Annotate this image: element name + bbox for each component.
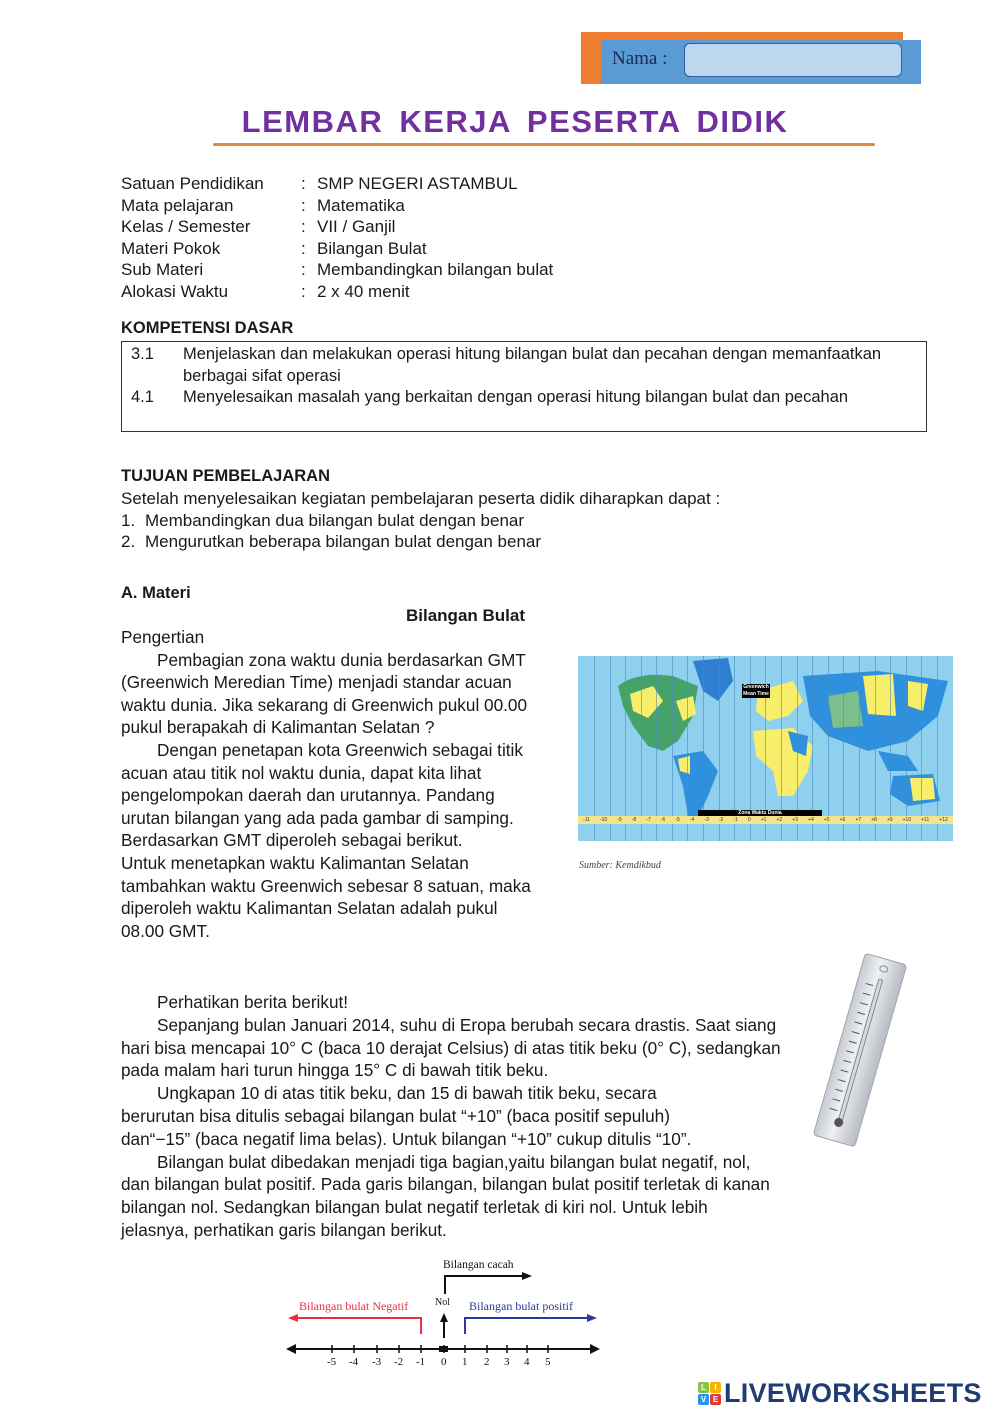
tick-label: 5 <box>545 1356 551 1368</box>
timezone-label: +6 <box>839 817 846 823</box>
timezone-label: -8 <box>631 817 637 823</box>
thermometer-tick <box>857 1012 865 1015</box>
identity-row: Kelas / Semester : VII / Ganjil <box>121 217 396 236</box>
logo-icon: L I V E <box>698 1382 721 1405</box>
timezone-label: +8 <box>871 817 877 823</box>
tick-label: -3 <box>372 1356 382 1368</box>
thermometer-tick <box>830 1108 838 1111</box>
map-caption: Sumber: Kemdikbud <box>579 860 661 871</box>
tick-label: 4 <box>524 1356 530 1368</box>
timezone-label: -4 <box>689 817 695 823</box>
tujuan-intro: Setelah menyelesaikan kegiatan pembelajaran peserta didik diharapkan dapat : <box>121 489 721 508</box>
timezone-label: -1 <box>733 817 738 823</box>
tick-label: 2 <box>484 1356 490 1368</box>
timezone-label: -3 <box>704 817 709 823</box>
tujuan-item: 2. Mengurutkan beberapa bilangan bulat dengan benar <box>121 532 542 551</box>
label-bilangan-cacah: Bilangan cacah <box>443 1259 514 1271</box>
paragraph: Sepanjang bulan Januari 2014, suhu di Eropa berubah secara drastis. Saat siang hari bisa mencapai 10° C (baca 10 derajat Celsius) di atas titik beku (0° C), sedangkan pada malam hari turun hingga 15° C di bawah titik beku. <box>121 1014 781 1081</box>
timezone-label: -11 <box>583 817 590 823</box>
timezone-label: +10 <box>902 817 912 823</box>
paragraph: Ungkapan 10 di atas titik beku, dan 15 di bawah titik beku, secara berurutan bisa ditulis sebagai bilangan bulat “+10” (baca positif sepuluh) dan“−15” (baca negatif lima belas). Untuk bilangan “+10” cukup ditulis “10”. <box>121 1083 692 1149</box>
label-bilangan-positif: Bilangan bulat positif <box>469 1299 573 1313</box>
timezone-label: -2 <box>718 817 724 823</box>
tick-label: -1 <box>416 1356 426 1368</box>
thermometer-tube <box>837 978 884 1125</box>
tick-label: -5 <box>327 1356 337 1368</box>
timezone-label: 0 <box>747 817 751 823</box>
materi-full-column <box>121 991 801 1242</box>
identity-row: Alokasi Waktu : 2 x 40 menit <box>121 281 410 301</box>
tujuan-item: 1. Membandingkan dua bilangan bulat dengan benar <box>121 510 525 530</box>
logo-text: LIVEWORKSHEETS <box>724 1378 982 1408</box>
materi-heading: A. Materi <box>121 584 191 602</box>
thermometer-tick <box>854 1021 862 1024</box>
tick-label: 1 <box>462 1356 468 1368</box>
timezone-label: +12 <box>939 817 948 823</box>
timezone-label: +7 <box>855 817 862 823</box>
timezone-strip <box>578 816 953 824</box>
identity-table <box>121 173 553 302</box>
thermometer-tick <box>849 1041 857 1044</box>
tick-label: -2 <box>394 1356 404 1368</box>
timezone-label: +3 <box>792 817 798 823</box>
gmt-label: Greenwich Mean Time <box>743 684 769 697</box>
tujuan-body <box>121 488 720 553</box>
label-nol: Nol <box>435 1297 450 1308</box>
tick-label: 0 <box>441 1356 447 1368</box>
paragraph: Bilangan bulat dibedakan menjadi tiga bagian,yaitu bilangan bulat negatif, nol, dan bilangan bulat positif. Pada garis bilangan, bilangan bulat positif terletak di kanan bilangan nol. Sedangkan bilangan bulat negatif terletak di kiri nol. Untuk lebih jelasnya, perhatikan garis bilangan berikut. <box>121 1151 770 1240</box>
identity-row: Satuan Pendidikan : SMP NEGERI ASTAMBUL <box>121 174 518 193</box>
timezone-label: -6 <box>660 817 666 823</box>
thermometer-tick <box>841 1069 849 1072</box>
thermometer-tick <box>835 1089 843 1092</box>
liveworksheets-logo <box>698 1378 982 1409</box>
thermometer-tick <box>852 1031 860 1034</box>
kompetensi-dasar-heading: KOMPETENSI DASAR <box>121 319 294 337</box>
thermometer-tick <box>865 983 873 986</box>
timezone-label: +9 <box>886 817 893 823</box>
tujuan-heading: TUJUAN PEMBELAJARAN <box>121 467 331 485</box>
world-timezone-map <box>578 656 953 841</box>
timezone-label: +11 <box>921 817 930 823</box>
kd-item: 4.1 Menyelesaikan masalah yang berkaitan dengan operasi hitung bilangan bulat dan pecahan <box>131 388 849 406</box>
number-line-diagram <box>282 1252 612 1374</box>
timezone-label: +1 <box>760 817 767 823</box>
kd-item: 3.1 Menjelaskan dan melakukan operasi hitung bilangan bulat dan pecahan dengan memanfaatkan berbagai sifat operasi <box>131 345 882 385</box>
thermometer-tick <box>843 1060 851 1063</box>
label-bilangan-negatif: Bilangan bulat Negatif <box>299 1299 409 1313</box>
identity-row: Sub Materi : Membandingkan bilangan bulat <box>121 260 554 279</box>
identity-row: Mata pelajaran : Matematika <box>121 195 405 215</box>
thermometer-tick <box>832 1098 840 1101</box>
thermometer-image <box>813 953 908 1148</box>
timezone-label: +2 <box>776 817 783 823</box>
thermometer-tick <box>860 1002 868 1005</box>
timezone-label: +5 <box>823 817 830 823</box>
thermometer-tick <box>863 993 871 996</box>
name-input[interactable] <box>684 43 902 77</box>
timezone-label: +4 <box>808 817 814 823</box>
paragraph: Pembagian zona waktu dunia berdasarkan GMT (Greenwich Meredian Time) menjadi standar acuan waktu dunia. Jika sekarang di Greenwich pukul 00.00 pukul berapakah di Kalimantan Selatan ? <box>121 649 528 738</box>
title-underline <box>213 143 875 146</box>
thermometer-tick <box>846 1050 854 1053</box>
materi-left-column <box>121 626 541 942</box>
name-label: Nama : <box>612 48 668 69</box>
pengertian-label: Pengertian <box>121 627 205 647</box>
identity-row: Materi Pokok : Bilangan Bulat <box>121 238 427 258</box>
kompetensi-dasar-box <box>121 341 927 432</box>
tick-label: 3 <box>504 1356 510 1368</box>
page-title: LEMBAR KERJA PESERTA DIDIK <box>241 104 789 139</box>
zona-waktu-label: Zona Waktu Dunia <box>698 810 822 817</box>
timezone-label: -7 <box>646 817 651 823</box>
paragraph: Perhatikan berita berikut! <box>157 992 349 1012</box>
timezone-label: -5 <box>675 817 680 823</box>
paragraph: Untuk menetapkan waktu Kalimantan Selatan tambahkan waktu Greenwich sebesar 8 satuan, maka diperoleh waktu Kalimantan Selatan adalah pukul 08.00 GMT. <box>121 852 531 941</box>
paragraph: Dengan penetapan kota Greenwich sebagai titik acuan atau titik nol waktu dunia, dapat kita lihat pengelompokan daerah dan urutannya. Pandang urutan bilangan yang ada pada gambar di samping. Berdasarkan GMT diperoleh sebagai berikut. <box>121 739 523 851</box>
timezone-label: -10 <box>599 817 608 823</box>
thermometer-tick <box>838 1079 846 1082</box>
timezone-label: -9 <box>617 817 622 823</box>
materi-subheading: Bilangan Bulat <box>406 606 526 625</box>
tick-label: -4 <box>349 1356 359 1368</box>
thermometer-hole <box>878 964 889 973</box>
